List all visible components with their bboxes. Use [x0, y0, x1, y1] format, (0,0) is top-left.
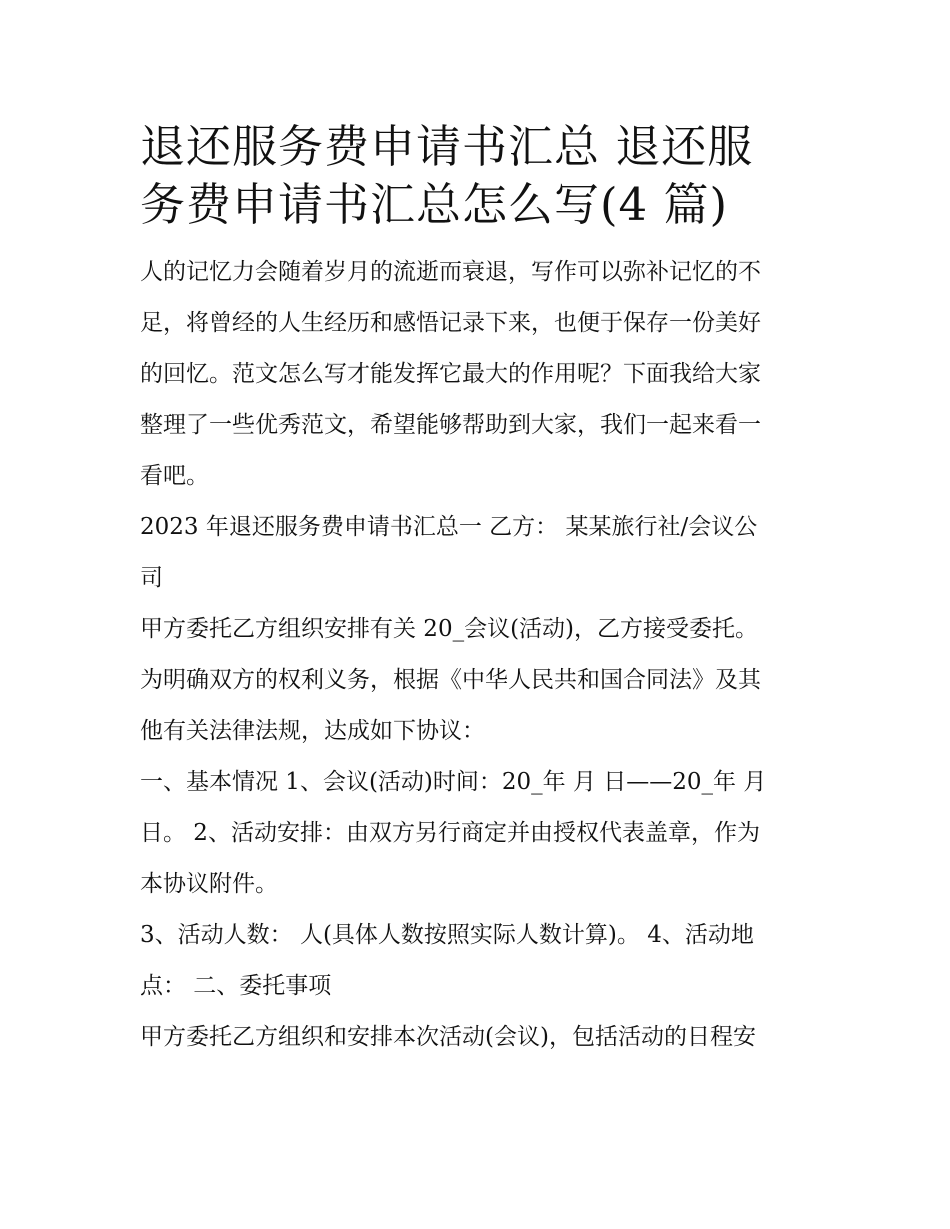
- title-line: 务费申请书汇总怎么写(4 篇): [140, 178, 729, 231]
- text-line: 为明确双方的权利义务，根据《中华人民共和国合同法》及其: [140, 667, 761, 693]
- section-heading-paragraph: [140, 502, 820, 604]
- text-line: 的回忆。范文怎么写才能发挥它最大的作用呢？下面我给大家: [140, 361, 761, 387]
- text-line: 甲方委托乙方组织安排有关 20_会议(活动)，乙方接受委托。: [140, 616, 759, 642]
- document-page: [140, 118, 820, 1063]
- text-line: 看吧。: [140, 463, 209, 489]
- activity-details-paragraph: [140, 910, 820, 1012]
- text-line: 整理了一些优秀范文，希望能够帮助到大家，我们一起来看一: [140, 412, 761, 438]
- text-line: 司: [140, 565, 163, 591]
- text-line: 他有关法律法规，达成如下协议：: [140, 718, 485, 744]
- intro-paragraph: [140, 247, 820, 502]
- title-line: 退还服务费申请书汇总 退还服: [140, 120, 754, 173]
- agreement-intro-paragraph: [140, 604, 820, 757]
- document-title: [140, 118, 820, 234]
- entrustment-paragraph: [140, 1012, 820, 1063]
- text-line: 日。 2、活动安排：由双方另行商定并由授权代表盖章，作为: [140, 820, 760, 846]
- text-line: 足，将曾经的人生经历和感悟记录下来，也便于保存一份美好: [140, 310, 761, 336]
- text-line: 3、活动人数： 人(具体人数按照实际人数计算)。 4、活动地: [140, 922, 754, 948]
- text-line: 2023 年退还服务费申请书汇总一 乙方： 某某旅行社/会议公: [140, 514, 758, 540]
- basic-info-paragraph: [140, 757, 820, 910]
- text-line: 本协议附件。: [140, 871, 278, 897]
- text-line: 甲方委托乙方组织和安排本次活动(会议)，包括活动的日程安: [140, 1024, 756, 1050]
- text-line: 点： 二、委托事项: [140, 973, 332, 999]
- text-line: 人的记忆力会随着岁月的流逝而衰退，写作可以弥补记忆的不: [140, 259, 761, 285]
- text-line: 一、基本情况 1、会议(活动)时间：20_年 月 日——20_年 月: [140, 769, 767, 795]
